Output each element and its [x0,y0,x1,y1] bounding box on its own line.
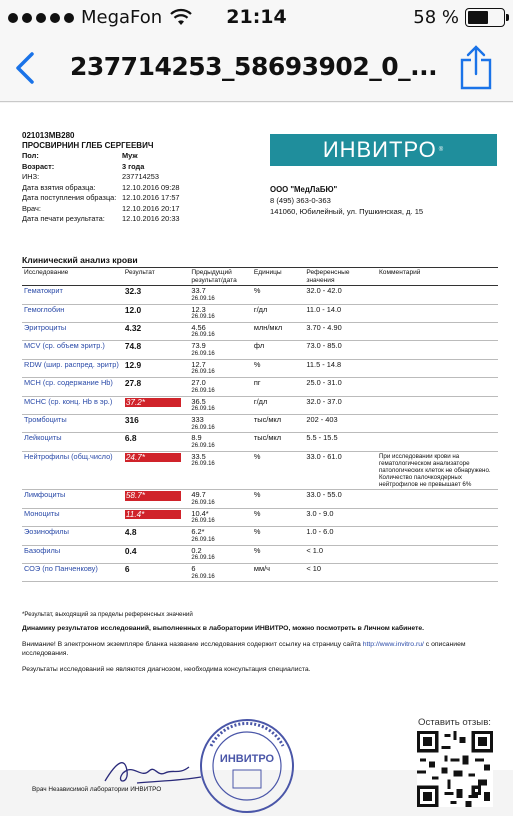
qr-code-icon[interactable] [417,731,493,807]
footnote: *Результат, выходящий за пределы референсных значений [22,611,193,618]
reference-range: 11.0 - 14.0 [304,304,377,322]
test-name-link[interactable]: Тромбоциты [22,415,123,433]
previous-date: 26.09.16 [191,461,215,468]
previous-result [189,564,252,582]
reference-range: 32.0 - 37.0 [304,396,377,414]
previous-value: 33.7 [191,286,206,296]
reference-range: 1.0 - 6.0 [304,527,377,545]
table-row [22,396,498,414]
results-body [22,286,498,582]
result-value [123,490,190,508]
test-name-link[interactable]: СОЭ (по Панченкову) [22,564,123,582]
patient-field-value: 12.10.2016 20:17 [122,203,180,213]
result-value [123,564,190,582]
invitro-link[interactable]: http://www.invitro.ru/ [362,641,424,649]
table-row [22,359,498,377]
reference-range: < 10 [304,564,377,582]
comment [377,415,498,433]
previous-date: 26.09.16 [191,350,215,357]
previous-date: 26.09.16 [191,573,215,580]
result-value [123,451,190,490]
column-header: Результат [123,268,190,286]
test-name-link[interactable]: Гемоглобин [22,304,123,322]
patient-field-label: ИНЗ: [22,172,40,182]
out-of-range-badge: 58.7* [125,491,181,500]
test-name-link[interactable]: Моноциты [22,508,123,526]
comment [377,322,498,340]
column-header: Референсные значения [304,268,377,286]
result-text: 27.8 [124,378,142,389]
result-text: 0.4 [124,545,137,556]
reference-range: 32.0 - 42.0 [304,286,377,304]
table-row [22,378,498,396]
patient-row [22,184,252,193]
lab-name: ООО "МедЛаБЮ" [270,185,338,194]
result-value [123,508,190,526]
previous-value: 10.4* [191,508,209,518]
table-row [22,322,498,340]
previous-value: 8.9 [191,433,202,443]
reference-range: 3.70 - 4.90 [304,322,377,340]
patient-field-value: Муж [122,151,138,161]
previous-result [189,508,252,526]
patient-field-label: Пол: [22,151,39,161]
result-value [123,322,190,340]
comment [377,545,498,563]
comment [377,378,498,396]
doctor-signature [97,751,207,791]
logo-text: ИНВИТРО [322,137,437,163]
table-row [22,564,498,582]
result-value [123,433,190,451]
test-name-link[interactable]: Лимфоциты [22,490,123,508]
patient-field-value: 237714253 [122,172,159,182]
table-row [22,490,498,508]
unit: % [252,359,304,377]
test-name-link[interactable]: Лейкоциты [22,433,123,451]
patient-field-label: Дата поступления образца: [22,193,117,203]
result-value [123,359,190,377]
section-title: Клинический анализ крови [22,255,138,265]
unit: пг [252,378,304,396]
comment [377,564,498,582]
table-header [22,268,498,286]
unit: % [252,286,304,304]
previous-date: 26.09.16 [191,499,215,506]
table-row [22,527,498,545]
result-value [123,527,190,545]
patient-field-value: 12.10.2016 20:33 [122,214,180,224]
patient-field-label: Дата взятия образца: [22,182,96,192]
unit: % [252,490,304,508]
dynamics-note: Динамику результатов исследований, выполненных в лаборатории ИНВИТРО, можно посмотреть в Личном кабинете. [22,624,425,632]
patient-name: ПРОСВИРНИН ГЛЕБ СЕРГЕЕВИЧ [22,141,154,151]
column-header: Предыдущий результат/дата [189,268,252,286]
test-name-link[interactable]: RDW (шир. распред. эритр) [22,359,123,377]
comment [377,396,498,414]
column-header: Исследование [22,268,123,286]
carrier-name: MegaFon [81,7,163,28]
reference-range: 5.5 - 15.5 [304,433,377,451]
comment [377,433,498,451]
unit: млн/мкл [252,322,304,340]
patient-row [22,163,252,172]
reference-range: 33.0 - 61.0 [304,451,377,490]
result-text: 12.0 [124,304,142,315]
test-name-link[interactable]: MCV (ср. объем эритр.) [22,341,123,359]
patient-row [22,152,252,161]
reference-range: 202 - 403 [304,415,377,433]
test-name-link[interactable]: Гематокрит [22,286,123,304]
reference-range: 25.0 - 31.0 [304,378,377,396]
previous-value: 36.5 [191,396,206,406]
result-text: 74.8 [124,341,142,352]
comment [377,527,498,545]
table-row [22,433,498,451]
result-text: 32.3 [124,286,142,297]
previous-value: 4.56 [191,322,206,332]
previous-result [189,545,252,563]
patient-row [22,194,252,203]
previous-date: 26.09.16 [191,314,215,321]
previous-date: 26.09.16 [191,387,215,394]
previous-date: 26.09.16 [191,424,215,431]
previous-date: 26.09.16 [191,332,215,339]
previous-value: 333 [191,415,204,424]
previous-result [189,490,252,508]
invitro-logo: ИНВИТРО ® [270,134,497,166]
out-of-range-badge: 24.7* [125,453,181,462]
review-label: Оставить отзыв: [418,717,491,728]
previous-value: 49.7 [191,490,206,500]
patient-field-label: Возраст: [22,161,55,171]
lab-info [270,184,423,217]
test-name-link[interactable]: Нейтрофилы (общ.число) [22,451,123,490]
lab-address: 141060, Юбилейный, ул. Пушкинская, д. 15 [270,207,424,217]
result-value [123,378,190,396]
test-name-link[interactable]: MCHC (ср. конц. Hb в эр.) [22,396,123,414]
result-value [123,415,190,433]
previous-date: 26.09.16 [191,442,215,449]
result-text: 6 [124,564,130,575]
reference-range: 33.0 - 55.0 [304,490,377,508]
table-row [22,545,498,563]
unit: тыс/мкл [252,415,304,433]
share-icon[interactable] [459,44,493,90]
previous-value: 33.5 [191,451,206,461]
unit: фл [252,341,304,359]
previous-date: 26.09.16 [191,295,215,302]
patient-field-value: 12.10.2016 09:28 [122,182,180,192]
patient-field-value: 3 года [122,161,145,171]
previous-value: 0.2 [191,545,202,555]
previous-result [189,396,252,414]
previous-date: 26.09.16 [191,555,215,562]
previous-value: 12.7 [191,359,206,369]
previous-value: 27.0 [191,378,206,388]
battery-icon [465,8,505,27]
unit: тыс/мкл [252,433,304,451]
previous-date: 26.09.16 [191,369,215,376]
patient-field-label: Дата печати результата: [22,214,105,224]
signature-line: Врач Независимой лаборатории ИНВИТРО [32,786,162,793]
patient-field-label: Врач: [22,203,41,213]
table-row [22,286,498,304]
result-text: 12.9 [124,359,142,370]
previous-date: 26.09.16 [191,406,215,413]
table-row [22,415,498,433]
result-value [123,304,190,322]
lab-phone: 8 (495) 363-0-363 [270,196,331,206]
document-title: 237714253_58693902_0_... [70,52,438,81]
previous-result [189,359,252,377]
previous-date: 26.09.16 [191,518,215,525]
patient-row [22,215,252,224]
unit: % [252,508,304,526]
result-text: 4.8 [124,527,137,538]
previous-result [189,304,252,322]
result-value [123,286,190,304]
table-row [22,304,498,322]
status-right [413,7,505,28]
previous-result [189,451,252,490]
notice: Внимание! В электронном экземпляре бланка название исследования содержит ссылку на страницу сайта http://www.invitro.ru/ с описанием исследования. [22,641,466,657]
navigation-bar [0,34,513,102]
status-bar [0,0,513,34]
unit: % [252,451,304,490]
lab-stamp [197,716,297,816]
svg-text:ИНВИТРО: ИНВИТРО [219,753,275,765]
reference-range: 73.0 - 85.0 [304,341,377,359]
report-footer [22,611,498,683]
previous-result [189,378,252,396]
reference-range: < 1.0 [304,545,377,563]
out-of-range-badge: 11.4* [125,510,181,519]
comment [377,286,498,304]
comment [377,508,498,526]
table-row [22,451,498,490]
previous-result [189,341,252,359]
column-header: Комментарий [377,268,498,286]
previous-result [189,286,252,304]
previous-value: 12.3 [191,304,206,314]
comment [377,359,498,377]
table-row [22,341,498,359]
comment [377,304,498,322]
reference-range: 3.0 - 9.0 [304,508,377,526]
table-row [22,508,498,526]
result-text: 316 [124,415,139,425]
test-name-link[interactable]: Эритроциты [22,322,123,340]
document-view[interactable] [0,103,513,793]
previous-value: 6 [191,564,196,574]
test-name-link[interactable]: Эозинофилы [22,527,123,545]
unit: % [252,527,304,545]
unit: мм/ч [252,564,304,582]
column-header: Единицы [252,268,304,286]
previous-date: 26.09.16 [191,536,215,543]
result-value [123,545,190,563]
previous-value: 73.9 [191,341,206,351]
patient-row [22,205,252,214]
previous-result [189,527,252,545]
out-of-range-badge: 37.2* [125,398,181,407]
result-value [123,396,190,414]
back-chevron-icon[interactable] [8,50,44,86]
battery-level [468,11,488,24]
result-value [123,341,190,359]
unit: % [252,545,304,563]
unit: г/дл [252,396,304,414]
comment [377,490,498,508]
disclaimer: Результаты исследований не являются диагнозом, необходима консультация специалиста. [22,666,311,674]
patient-field-value: 12.10.2016 17:57 [122,193,180,203]
results-table [22,267,498,582]
result-text: 6.8 [124,433,137,444]
comment [377,341,498,359]
unit: г/дл [252,304,304,322]
patient-row [22,173,252,182]
test-name-link[interactable]: MCH (ср. содержание Hb) [22,378,123,396]
previous-value: 6.2* [191,527,205,537]
previous-result [189,322,252,340]
clock: 21:14 [226,6,287,28]
patient-info [22,131,252,224]
reference-range: 11.5 - 14.8 [304,359,377,377]
comment: При исследовании крови на гематологическом анализаторе патологических клеток не обнаружено. Количество палочкоядерных нейтрофилов не превышает 6% [377,451,498,490]
test-name-link[interactable]: Базофилы [22,545,123,563]
battery-percent: 58 % [413,7,459,28]
order-code: 021013МВ280 [22,131,75,140]
previous-result [189,415,252,433]
patient-details [22,152,252,224]
result-text: 4.32 [124,322,142,333]
previous-result [189,433,252,451]
